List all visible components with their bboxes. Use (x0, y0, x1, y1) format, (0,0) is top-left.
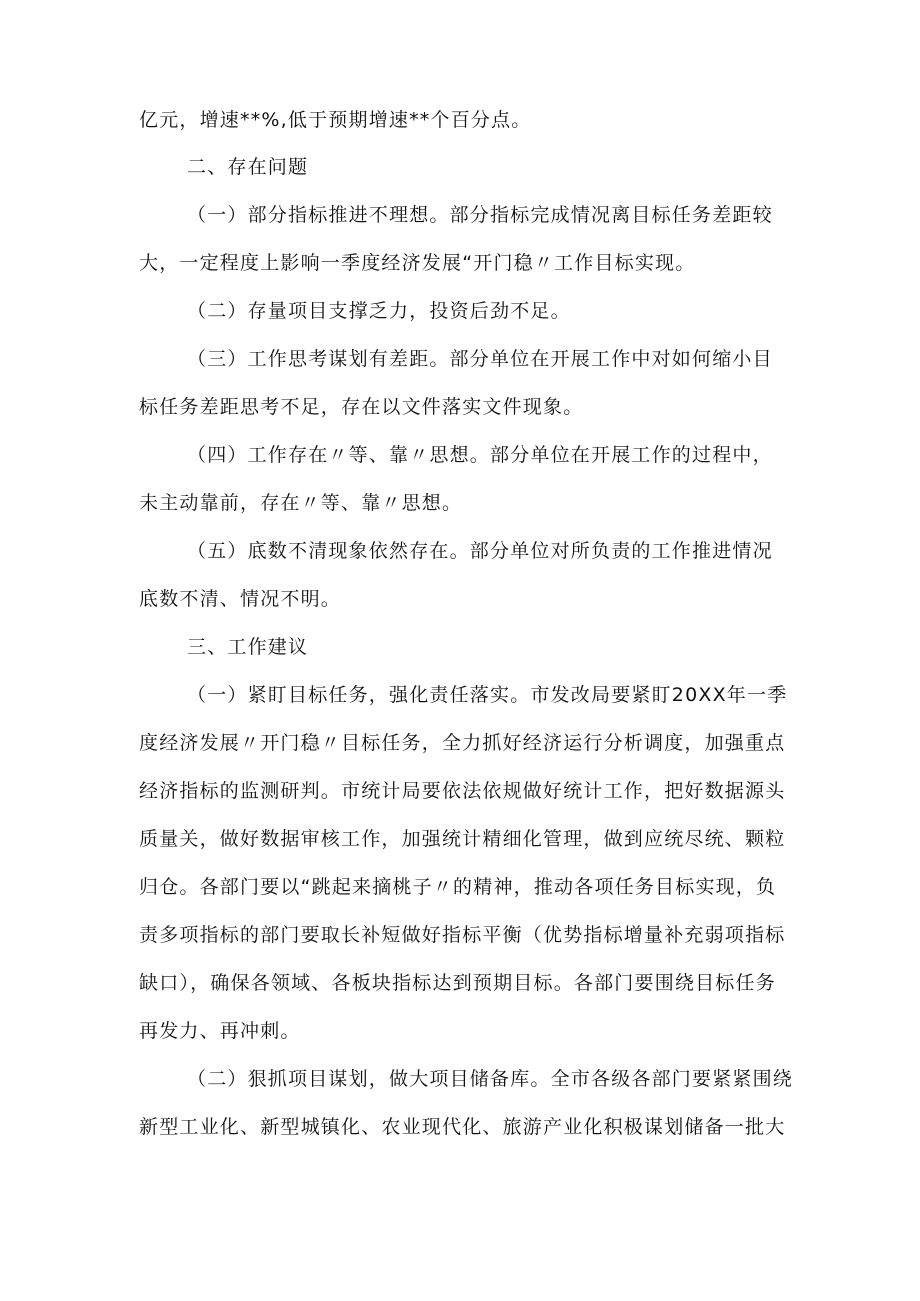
text-line: （四）工作存在〃等、靠〃思想。部分单位在开展工作的过程中， (187, 444, 773, 466)
text-line: 新型工业化、新型城镇化、农业现代化、旅游产业化积极谋划储备一批大 (139, 1116, 786, 1138)
text-line: 未主动靠前，存在〃等、靠〃思想。 (139, 492, 463, 514)
text-line: 归仓。各部门要以“跳起来摘桃子〃的精神，推动各项任务目标实现，负 (139, 876, 777, 898)
text-line: 责多项指标的部门要取长补短做好指标平衡（优势指标增量补充弱项指标 (139, 924, 786, 946)
text-line: （二）存量项目支撑乏力，投资后劲不足。 (187, 300, 571, 322)
text-line: 质量关，做好数据审核工作，加强统计精细化管理，做到应统尽统、颗粒 (139, 828, 786, 850)
text-line: 底数不清、情况不明。 (139, 588, 342, 610)
text-line: 经济指标的监测研判。市统计局要依法依规做好统计工作，把好数据源头 (139, 780, 786, 802)
text-line: 再发力、再冲刺。 (139, 1020, 301, 1042)
text-line: （三）工作思考谋划有差距。部分单位在开展工作中对如何缩小目 (187, 348, 773, 370)
text-line: 标任务差距思考不足，存在以文件落实文件现象。 (139, 396, 584, 418)
section-heading: 三、工作建议 (187, 636, 309, 658)
text-line: 度经济发展〃开门稳〃目标任务，全力抓好经济运行分析调度，加强重点 (139, 732, 786, 754)
text-line: 亿元，增速**%,低于预期增速**个百分点。 (139, 109, 532, 131)
text-line: 缺口），确保各领域、各板块指标达到预期目标。各部门要围绕目标任务 (139, 972, 776, 994)
text-line: （二）狠抓项目谋划，做大项目储备库。全市各级各部门要紧紧围绕 (187, 1068, 794, 1090)
text-line: 大，一定程度上影响一季度经济发展“开门稳〃工作目标实现。 (139, 252, 696, 274)
section-heading: 二、存在问题 (187, 156, 309, 178)
text-line: （五）底数不清现象依然存在。部分单位对所负责的工作推进情况 (187, 540, 773, 562)
text-line: （一）紧盯目标任务，强化责任落实。市发改局要紧盯20XX年一季 (187, 684, 788, 706)
text-line: （一）部分指标推进不理想。部分指标完成情况离目标任务差距较 (187, 204, 773, 226)
